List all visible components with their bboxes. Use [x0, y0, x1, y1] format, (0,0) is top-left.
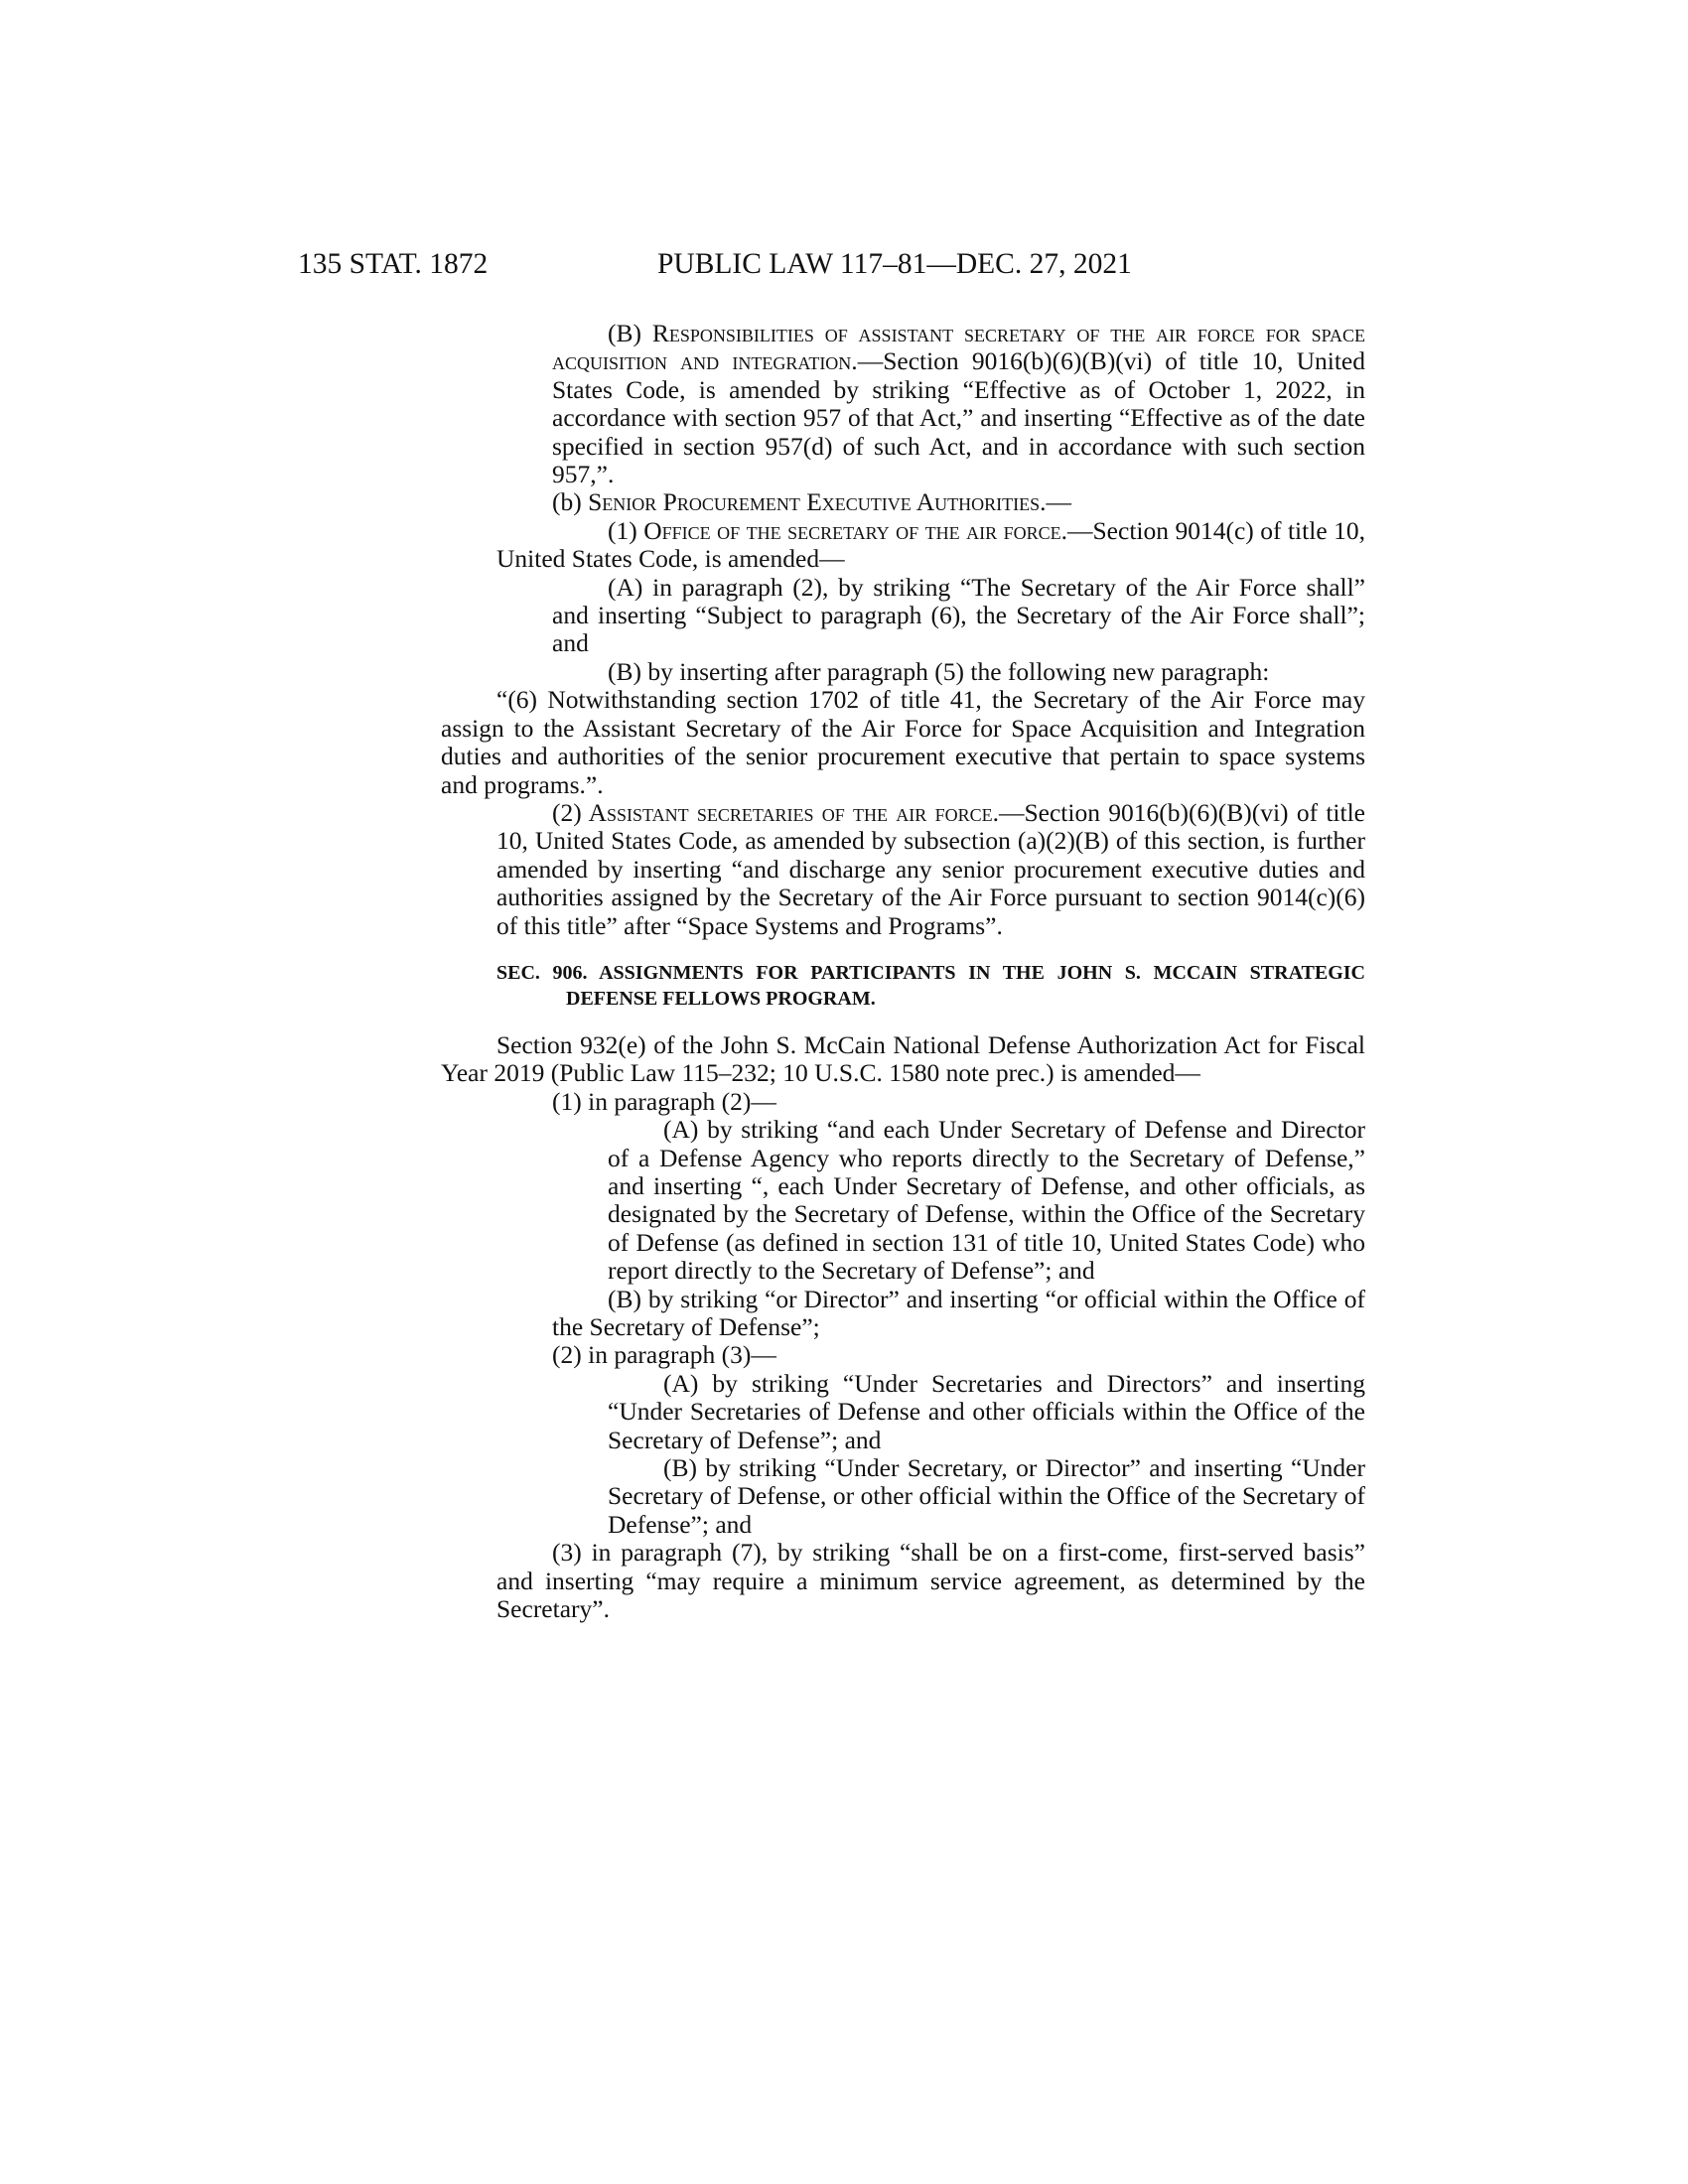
paragraph-b2 [496, 799, 1365, 940]
document-body [441, 319, 1365, 1624]
public-law-title: PUBLIC LAW 117–81—DEC. 27, 2021 [657, 248, 1132, 280]
paragraph-a2b [552, 320, 1365, 488]
label-b: (b) [552, 487, 589, 517]
item-2B: (B) by striking “Under Secretary, or Director” and inserting “Under Secretary of Defense, or other official within the Office of the Secretary of Defense”; and [608, 1453, 1365, 1539]
stat-page-number: 135 STAT. 1872 [298, 248, 489, 280]
item-3: (3) in paragraph (7), by striking “shall be on a first-come, first-served basis” and inserting “may require a minimum service agreement, as determined by the Secretary”. [496, 1538, 1365, 1624]
page-header [298, 248, 1370, 288]
heading-a2b: (B) Responsibilities of assistant secretary of the air force for space acquisition and integration. [552, 319, 1365, 376]
paragraph-b1B: (B) by inserting after paragraph (5) the following new paragraph: [608, 656, 1270, 686]
text-b1: —Section 9014(c) of title 10, United States Code, is amended— [496, 515, 1365, 574]
section-906-intro: Section 932(e) of the John S. McCain National Defense Authorization Act for Fiscal Year 2019 (Public Law 115–232; 10 U.S.C. 1580 note prec.) is amended— [441, 1029, 1365, 1088]
quoted-paragraph-6: “(6) Notwithstanding section 1702 of title 41, the Secretary of the Air Force may assign to the Assistant Secretary of the Air Force for Space Acquisition and Integration duties and authorities of the senior procurement executive that pertain to space systems and programs.”. [441, 685, 1365, 799]
item-1: (1) in paragraph (2)— [552, 1086, 776, 1116]
item-2: (2) in paragraph (3)— [552, 1340, 776, 1370]
item-1B: (B) by striking “or Director” and inserting “or official within the Office of the Secretary of Defense”; [552, 1284, 1365, 1341]
item-1A: (A) by striking “and each Under Secretary of Defense and Director of a Defense Agency who reports directly to the Secretary of Defense,” and inserting “, each Under Secretary of Defense, and other officials, as designated by the Secretary of Defense, within the Office of the Secretary of Defense (as defined in section 131 of title 10, United States Code) who report directly to the Secretary of Defense”; and [608, 1115, 1365, 1286]
item-2A: (A) by striking “Under Secretaries and Directors” and inserting “Under Secretaries of Defense and other officials within the Office of the Secretary of Defense”; and [608, 1368, 1365, 1454]
heading-b: Senior Procurement Executive Authorities. [588, 487, 1047, 517]
text-a2b: —Section 9016(b)(6)(B)(vi) of title 10, United States Code, is amended by striking “Effective as of October 1, 2022, in accordance with section 957 of that Act,” and inserting “Effective as of the date specified in section 957(d) of such Act, and in accordance with such section 957,”. [552, 346, 1365, 489]
dash-b: — [1046, 487, 1072, 517]
paragraph-b [496, 488, 1365, 516]
paragraph-b1 [496, 517, 1365, 574]
paragraph-b1A: (A) in paragraph (2), by striking “The Secretary of the Air Force shall” and inserting “Subject to paragraph (6), the Secretary of the Air Force shall”; and [552, 572, 1365, 658]
text-b2: —Section 9016(b)(6)(B)(vi) of title 10, United States Code, as amended by subsection (a)(2)(B) of this section, is further amended by inserting “and discharge any senior procurement executive duties and authorities assigned by the Secretary of the Air Force pursuant to section 9014(c)(6) of this title” after “Space Systems and Programs”. [496, 797, 1365, 940]
heading-b1: (1) Office of the secretary of the air force. [608, 515, 1067, 545]
heading-b2: (2) Assistant secretaries of the air force. [552, 797, 999, 827]
section-906-heading: SEC. 906. ASSIGNMENTS FOR PARTICIPANTS IN THE JOHN S. MCCAIN STRATEGIC DEFENSE FELLOWS PROGRAM. [496, 961, 1365, 1010]
